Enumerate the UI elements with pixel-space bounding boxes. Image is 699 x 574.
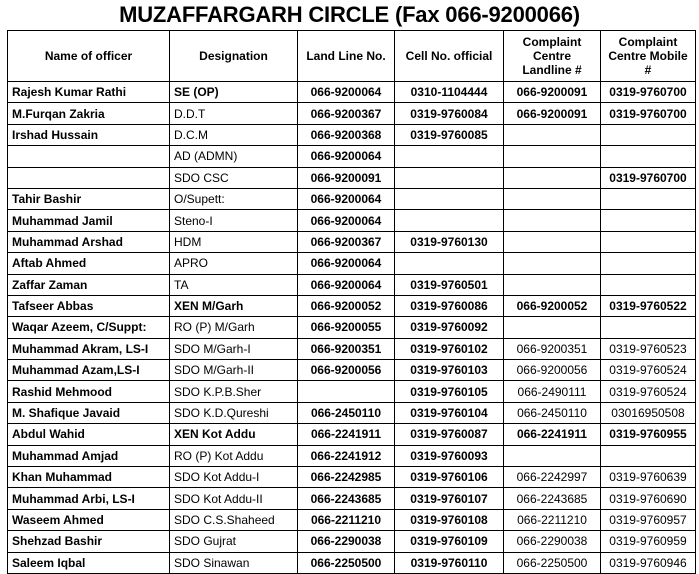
- table-row: [8, 445, 696, 466]
- designation-cell: SDO Kot Addu-II: [170, 488, 298, 509]
- cell-number-cell: 0319-9760104: [395, 402, 504, 423]
- designation-cell: SDO M/Garh-I: [170, 338, 298, 359]
- column-header-designation: Designation: [170, 31, 298, 82]
- designation-cell: D.C.M: [170, 124, 298, 145]
- designation-cell: AD (ADMN): [170, 146, 298, 167]
- officer-name-cell: Abdul Wahid: [8, 424, 170, 445]
- table-row: [8, 338, 696, 359]
- cell-number-cell: 0319-9760086: [395, 295, 504, 316]
- landline-cell: 066-9200064: [298, 188, 395, 209]
- designation-cell: O/Supett:: [170, 188, 298, 209]
- cell-number-cell: [395, 210, 504, 231]
- designation-cell: D.D.T: [170, 103, 298, 124]
- landline-cell: 066-9200064: [298, 210, 395, 231]
- complaint-landline-cell: [504, 146, 601, 167]
- cell-number-cell: [395, 167, 504, 188]
- table-row: [8, 509, 696, 530]
- table-row: [8, 124, 696, 145]
- officer-name-cell: Saleem Iqbal: [8, 552, 170, 573]
- officer-name-cell: Rajesh Kumar Rathi: [8, 82, 170, 103]
- complaint-landline-cell: 066-2490111: [504, 381, 601, 402]
- complaint-landline-cell: 066-2450110: [504, 402, 601, 423]
- landline-cell: 066-2211210: [298, 509, 395, 530]
- designation-cell: XEN M/Garh: [170, 295, 298, 316]
- complaint-mobile-cell: 0319-9760524: [601, 360, 696, 381]
- complaint-landline-cell: 066-9200056: [504, 360, 601, 381]
- complaint-landline-cell: 066-9200091: [504, 103, 601, 124]
- column-header-cell: Cell No. official: [395, 31, 504, 82]
- complaint-mobile-cell: 0319-9760523: [601, 338, 696, 359]
- complaint-mobile-cell: [601, 124, 696, 145]
- cell-number-cell: 0319-9760087: [395, 424, 504, 445]
- complaint-mobile-cell: 0319-9760700: [601, 82, 696, 103]
- designation-cell: HDM: [170, 231, 298, 252]
- table-row: [8, 253, 696, 274]
- cell-number-cell: 0319-9760106: [395, 467, 504, 488]
- complaint-mobile-cell: [601, 274, 696, 295]
- designation-cell: APRO: [170, 253, 298, 274]
- designation-cell: SDO K.D.Qureshi: [170, 402, 298, 423]
- officer-name-cell: M.Furqan Zakria: [8, 103, 170, 124]
- officer-name-cell: [8, 167, 170, 188]
- column-header-name: Name of officer: [8, 31, 170, 82]
- complaint-landline-cell: [504, 167, 601, 188]
- landline-cell: 066-9200052: [298, 295, 395, 316]
- officer-name-cell: Waqar Azeem, C/Suppt:: [8, 317, 170, 338]
- table-row: [8, 167, 696, 188]
- complaint-mobile-cell: 0319-9760957: [601, 509, 696, 530]
- landline-cell: 066-2241911: [298, 424, 395, 445]
- column-header-complaint-landline: Complaint Centre Landline #: [504, 31, 601, 82]
- designation-cell: SDO CSC: [170, 167, 298, 188]
- officer-name-cell: M. Shafique Javaid: [8, 402, 170, 423]
- complaint-landline-cell: 066-9200091: [504, 82, 601, 103]
- landline-cell: 066-9200064: [298, 82, 395, 103]
- complaint-mobile-cell: 0319-9760700: [601, 103, 696, 124]
- cell-number-cell: [395, 253, 504, 274]
- landline-cell: 066-2290038: [298, 531, 395, 552]
- complaint-mobile-cell: [601, 146, 696, 167]
- complaint-landline-cell: [504, 274, 601, 295]
- complaint-landline-cell: [504, 317, 601, 338]
- landline-cell: 066-9200064: [298, 146, 395, 167]
- officer-name-cell: Muhammad Arshad: [8, 231, 170, 252]
- column-header-complaint-mobile: Complaint Centre Mobile #: [601, 31, 696, 82]
- cell-number-cell: 0319-9760109: [395, 531, 504, 552]
- complaint-mobile-cell: 0319-9760524: [601, 381, 696, 402]
- cell-number-cell: [395, 146, 504, 167]
- officer-name-cell: Muhammad Jamil: [8, 210, 170, 231]
- officer-name-cell: Tahir Bashir: [8, 188, 170, 209]
- complaint-mobile-cell: 0319-9760522: [601, 295, 696, 316]
- table-row: [8, 295, 696, 316]
- landline-cell: [298, 381, 395, 402]
- complaint-mobile-cell: 03016950508: [601, 402, 696, 423]
- table-row: [8, 146, 696, 167]
- landline-cell: 066-2250500: [298, 552, 395, 573]
- complaint-mobile-cell: [601, 445, 696, 466]
- table-row: [8, 381, 696, 402]
- cell-number-cell: 0319-9760092: [395, 317, 504, 338]
- complaint-landline-cell: [504, 188, 601, 209]
- cell-number-cell: 0319-9760108: [395, 509, 504, 530]
- officer-name-cell: Muhammad Arbi, LS-I: [8, 488, 170, 509]
- complaint-mobile-cell: 0319-9760959: [601, 531, 696, 552]
- complaint-landline-cell: 066-9200052: [504, 295, 601, 316]
- officer-name-cell: Tafseer Abbas: [8, 295, 170, 316]
- complaint-mobile-cell: 0319-9760639: [601, 467, 696, 488]
- officer-name-cell: Shehzad Bashir: [8, 531, 170, 552]
- header-row: [8, 31, 696, 82]
- complaint-landline-cell: [504, 445, 601, 466]
- complaint-landline-cell: [504, 231, 601, 252]
- cell-number-cell: 0319-9760085: [395, 124, 504, 145]
- officer-name-cell: Muhammad Amjad: [8, 445, 170, 466]
- cell-number-cell: 0319-9760102: [395, 338, 504, 359]
- cell-number-cell: 0319-9760084: [395, 103, 504, 124]
- landline-cell: 066-9200064: [298, 274, 395, 295]
- column-header-landline: Land Line No.: [298, 31, 395, 82]
- table-row: [8, 531, 696, 552]
- officer-name-cell: Waseem Ahmed: [8, 509, 170, 530]
- designation-cell: SDO C.S.Shaheed: [170, 509, 298, 530]
- landline-cell: 066-9200351: [298, 338, 395, 359]
- designation-cell: SDO K.P.B.Sher: [170, 381, 298, 402]
- complaint-landline-cell: 066-2211210: [504, 509, 601, 530]
- landline-cell: 066-2450110: [298, 402, 395, 423]
- designation-cell: SDO M/Garh-II: [170, 360, 298, 381]
- designation-cell: SDO Sinawan: [170, 552, 298, 573]
- cell-number-cell: [395, 188, 504, 209]
- designation-cell: SDO Gujrat: [170, 531, 298, 552]
- officer-directory-table: [7, 30, 696, 574]
- table-row: [8, 188, 696, 209]
- complaint-landline-cell: 066-2250500: [504, 552, 601, 573]
- landline-cell: 066-9200367: [298, 231, 395, 252]
- complaint-mobile-cell: 0319-9760946: [601, 552, 696, 573]
- officer-name-cell: Aftab Ahmed: [8, 253, 170, 274]
- table-row: [8, 317, 696, 338]
- complaint-landline-cell: [504, 210, 601, 231]
- cell-number-cell: 0319-9760093: [395, 445, 504, 466]
- table-row: [8, 82, 696, 103]
- designation-cell: TA: [170, 274, 298, 295]
- officer-name-cell: Zaffar Zaman: [8, 274, 170, 295]
- designation-cell: SE (OP): [170, 82, 298, 103]
- complaint-mobile-cell: 0319-9760700: [601, 167, 696, 188]
- officer-name-cell: Khan Muhammad: [8, 467, 170, 488]
- complaint-mobile-cell: 0319-9760690: [601, 488, 696, 509]
- complaint-mobile-cell: [601, 317, 696, 338]
- cell-number-cell: 0319-9760130: [395, 231, 504, 252]
- cell-number-cell: 0319-9760110: [395, 552, 504, 573]
- table-row: [8, 360, 696, 381]
- table-row: [8, 467, 696, 488]
- table-row: [8, 488, 696, 509]
- officer-name-cell: Irshad Hussain: [8, 124, 170, 145]
- officer-name-cell: [8, 146, 170, 167]
- landline-cell: 066-2243685: [298, 488, 395, 509]
- complaint-landline-cell: [504, 253, 601, 274]
- complaint-landline-cell: 066-2243685: [504, 488, 601, 509]
- designation-cell: SDO Kot Addu-I: [170, 467, 298, 488]
- table-row: [8, 274, 696, 295]
- complaint-landline-cell: [504, 124, 601, 145]
- table-row: [8, 210, 696, 231]
- complaint-landline-cell: 066-2290038: [504, 531, 601, 552]
- complaint-mobile-cell: [601, 253, 696, 274]
- landline-cell: 066-9200064: [298, 253, 395, 274]
- complaint-landline-cell: 066-9200351: [504, 338, 601, 359]
- cell-number-cell: 0319-9760105: [395, 381, 504, 402]
- designation-cell: XEN Kot Addu: [170, 424, 298, 445]
- designation-cell: RO (P) Kot Addu: [170, 445, 298, 466]
- complaint-landline-cell: 066-2241911: [504, 424, 601, 445]
- table-row: [8, 402, 696, 423]
- table-row: [8, 103, 696, 124]
- cell-number-cell: 0319-9760103: [395, 360, 504, 381]
- landline-cell: 066-2242985: [298, 467, 395, 488]
- landline-cell: 066-2241912: [298, 445, 395, 466]
- landline-cell: 066-9200056: [298, 360, 395, 381]
- designation-cell: Steno-I: [170, 210, 298, 231]
- cell-number-cell: 0310-1104444: [395, 82, 504, 103]
- designation-cell: RO (P) M/Garh: [170, 317, 298, 338]
- cell-number-cell: 0319-9760501: [395, 274, 504, 295]
- landline-cell: 066-9200055: [298, 317, 395, 338]
- table-row: [8, 424, 696, 445]
- landline-cell: 066-9200091: [298, 167, 395, 188]
- officer-name-cell: Muhammad Azam,LS-I: [8, 360, 170, 381]
- officer-name-cell: Rashid Mehmood: [8, 381, 170, 402]
- complaint-mobile-cell: [601, 210, 696, 231]
- complaint-mobile-cell: [601, 231, 696, 252]
- landline-cell: 066-9200367: [298, 103, 395, 124]
- page-title: MUZAFFARGARH CIRCLE (Fax 066-9200066): [119, 2, 580, 27]
- landline-cell: 066-9200368: [298, 124, 395, 145]
- officer-name-cell: Muhammad Akram, LS-I: [8, 338, 170, 359]
- table-row: [8, 231, 696, 252]
- complaint-mobile-cell: 0319-9760955: [601, 424, 696, 445]
- cell-number-cell: 0319-9760107: [395, 488, 504, 509]
- complaint-mobile-cell: [601, 188, 696, 209]
- complaint-landline-cell: 066-2242997: [504, 467, 601, 488]
